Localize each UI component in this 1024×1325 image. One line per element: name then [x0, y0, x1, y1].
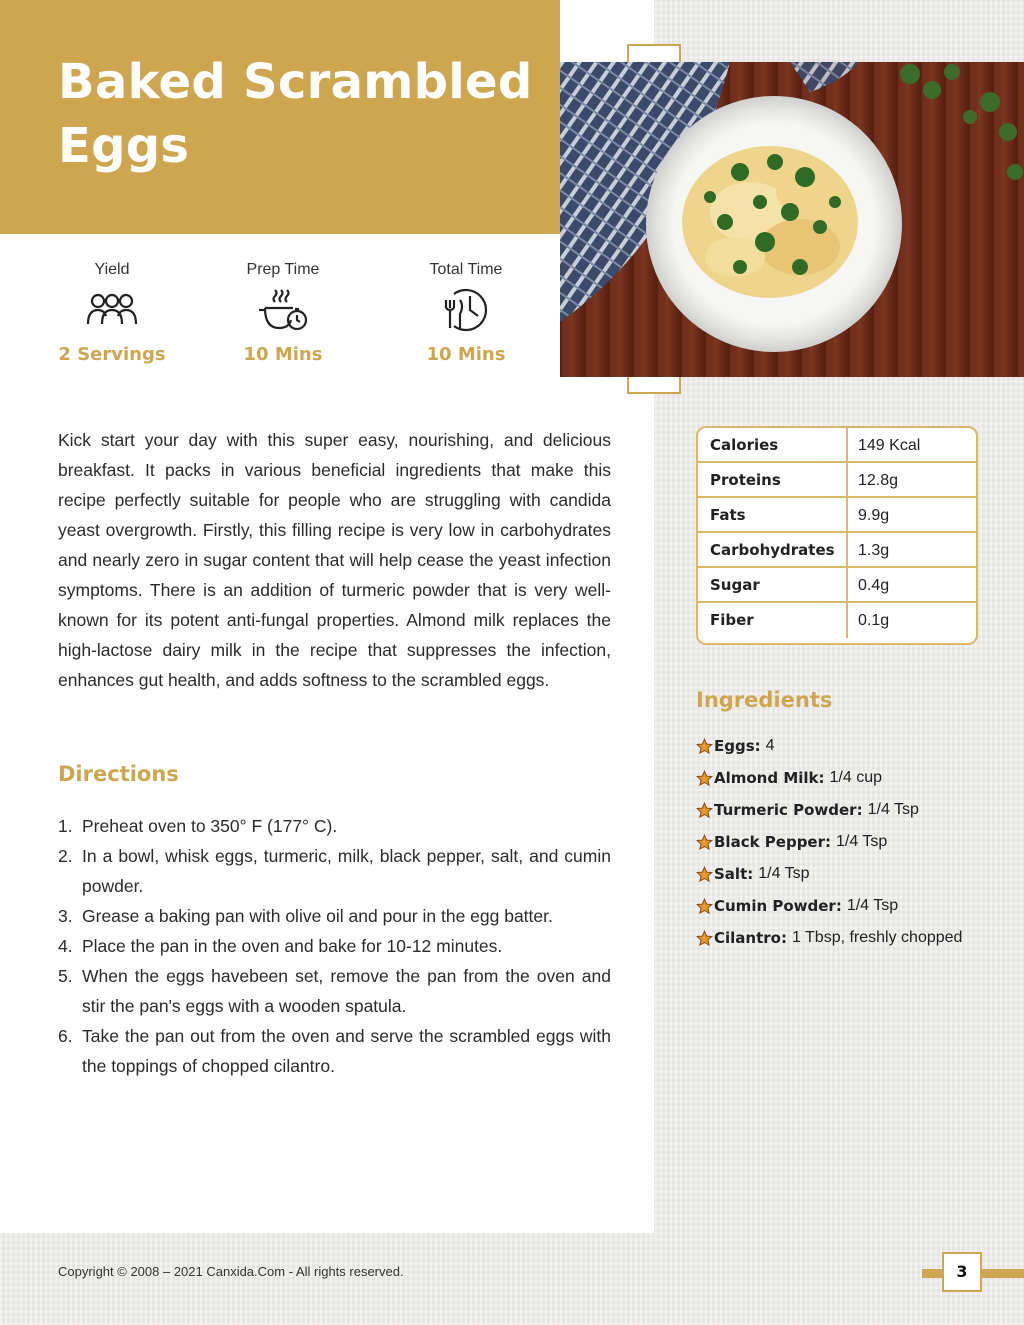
title-banner — [0, 0, 560, 234]
ingredient-item: Cilantro: 1 Tbsp, freshly chopped — [696, 922, 962, 954]
direction-step: 4. Place the pan in the oven and bake for 10-12 minutes. — [58, 936, 503, 956]
ingredient-item: Salt: 1/4 Tsp — [696, 858, 962, 890]
stat-label: Prep Time — [246, 261, 320, 278]
stat-total-time — [386, 258, 546, 365]
star-icon — [696, 930, 713, 947]
recipe-intro: Kick start your day with this super easy, nourishing, and delicious breakfast. It packs in various beneficial ingredients that make this recipe perfectly suitable for people who are struggling with candida yeast overgrowth. Firstly, this filling recipe is very low in carbohydrates and nearly zero in sugar content that will help cease the yeast infection symptoms. There is an addition of turmeric powder that is very well-known for its potent anti-fungal properties. Almond milk replaces the high-lactose dairy milk in the recipe that suppresses the infection, enhances gut health, and adds softness to the scrambled eggs. — [58, 430, 611, 690]
ingredients-heading: Ingredients — [696, 688, 833, 712]
nutrition-row: Carbohydrates 1.3g — [698, 533, 976, 568]
stat-prep-time — [203, 258, 363, 365]
stat-value: 10 Mins — [426, 344, 506, 365]
recipe-photo — [560, 62, 1024, 377]
star-icon — [696, 738, 713, 755]
star-icon — [696, 834, 713, 851]
people-icon — [32, 282, 192, 338]
nutrition-row: Fats 9.9g — [698, 498, 976, 533]
photo-frame-top — [627, 44, 681, 64]
stat-value: 2 Servings — [58, 344, 166, 365]
cooking-pot-icon — [203, 282, 363, 338]
clock-icon — [386, 282, 546, 338]
stat-label: Total Time — [429, 261, 503, 278]
ingredient-item: Turmeric Powder: 1/4 Tsp — [696, 794, 962, 826]
star-icon — [696, 898, 713, 915]
copyright-notice: Copyright © 2008 – 2021 Canxida.Com - All rights reserved. — [58, 1264, 404, 1279]
photo-frame-bottom — [627, 376, 681, 394]
direction-step: 6. Take the pan out from the oven and serve the scrambled eggs with the toppings of chopped cilantro. — [58, 1026, 611, 1076]
star-icon — [696, 866, 713, 883]
directions-list — [58, 811, 611, 1081]
stat-yield — [32, 258, 192, 365]
direction-step: 5. When the eggs havebeen set, remove the pan from the oven and stir the pan's eggs with a wooden spatula. — [58, 966, 611, 1016]
direction-step: 2. In a bowl, whisk eggs, turmeric, milk, black pepper, salt, and cumin powder. — [58, 846, 611, 896]
ingredient-item: Eggs: 4 — [696, 730, 962, 762]
star-icon — [696, 802, 713, 819]
ingredient-item: Cumin Powder: 1/4 Tsp — [696, 890, 962, 922]
nutrition-row: Proteins 12.8g — [698, 463, 976, 498]
stat-label: Yield — [94, 261, 130, 278]
page-title: Baked Scrambled Eggs — [58, 54, 533, 174]
direction-step: 1. Preheat oven to 350° F (177° C). — [58, 816, 338, 836]
stat-value: 10 Mins — [243, 344, 323, 365]
star-icon — [696, 770, 713, 787]
ingredient-item: Black Pepper: 1/4 Tsp — [696, 826, 962, 858]
nutrition-row: Sugar 0.4g — [698, 568, 976, 603]
page-number: 3 — [942, 1252, 982, 1292]
directions-heading: Directions — [58, 762, 179, 786]
nutrition-row: Calories 149 Kcal — [698, 428, 976, 463]
ingredient-item: Almond Milk: 1/4 cup — [696, 762, 962, 794]
direction-step: 3. Grease a baking pan with olive oil and pour in the egg batter. — [58, 906, 553, 926]
nutrition-row: Fiber 0.1g — [698, 603, 976, 638]
nutrition-table — [696, 426, 978, 645]
ingredients-list — [696, 730, 962, 954]
